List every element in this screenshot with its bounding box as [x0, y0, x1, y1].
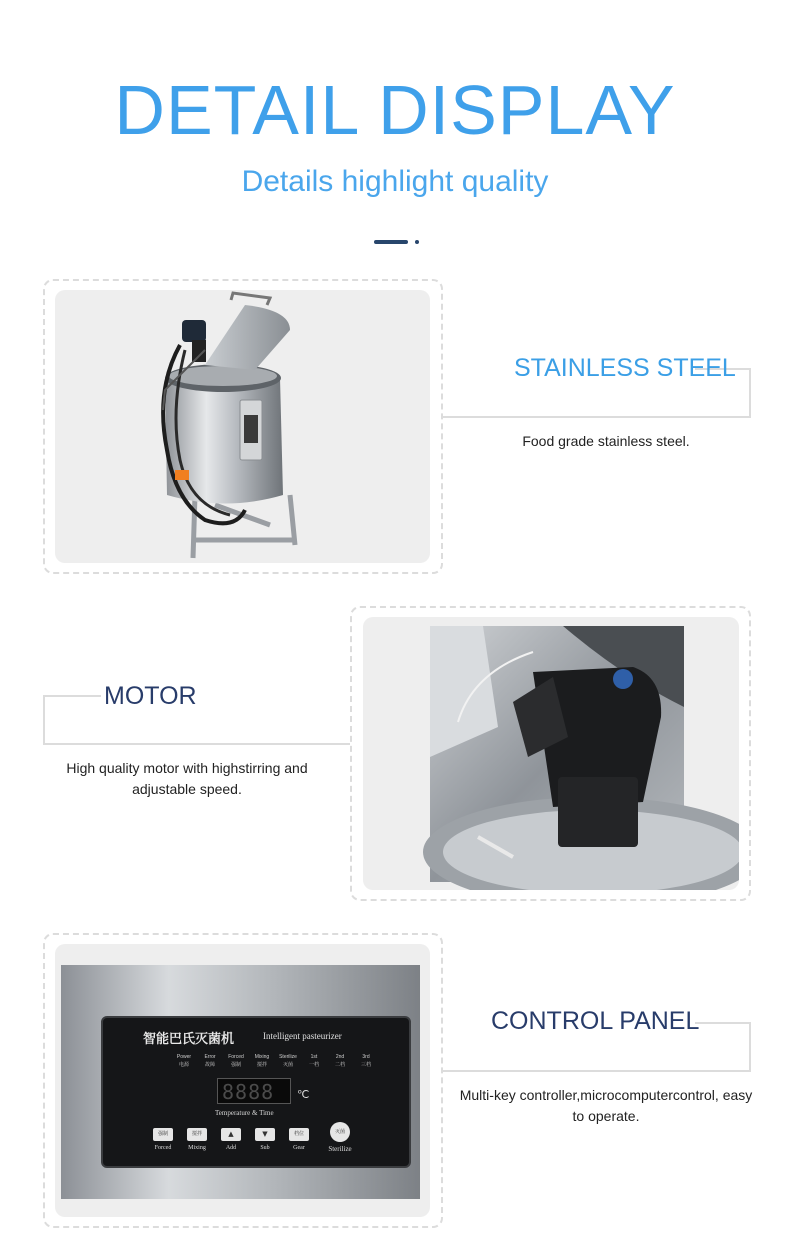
add-button[interactable] — [221, 1128, 241, 1153]
motor-description: High quality motor with highstirring and adjustable speed. — [66, 760, 308, 797]
sterilize-button[interactable] — [323, 1122, 357, 1153]
indicator-2nd: 2nd — [335, 1054, 345, 1060]
brand-cn: 智能巴氏灭菌机 — [143, 1032, 235, 1047]
add-button-glyph: ▲ — [221, 1128, 241, 1141]
motor-connector-line — [43, 743, 350, 745]
indicator-cn-2: 故障 — [204, 1062, 215, 1068]
motor-image-panel — [363, 617, 739, 890]
button-row — [153, 1128, 357, 1153]
control-panel-photo — [61, 965, 420, 1199]
motor-connector-top — [43, 695, 101, 697]
indicator-error: Error — [204, 1054, 216, 1060]
stainless-steel-connector-vertical — [749, 368, 751, 418]
indicator-mixing: Mixing — [254, 1054, 270, 1060]
indicator-cn-5: 灭菌 — [282, 1062, 293, 1068]
forced-button-glyph: 强制 — [153, 1128, 173, 1141]
stainless-steel-heading: STAINLESS STEEL — [514, 354, 736, 382]
sterilize-button-label: Sterilize — [328, 1145, 352, 1153]
control-panel-connector-top — [695, 1022, 751, 1024]
gear-button-label: Gear — [293, 1145, 305, 1151]
brand-en: Intelligent pasteurizer — [263, 1031, 342, 1041]
control-panel-heading: CONTROL PANEL — [491, 1007, 700, 1035]
panel-faceplate — [101, 1016, 411, 1168]
motor-heading: MOTOR — [104, 682, 197, 710]
page-subtitle: Details highlight quality — [241, 165, 549, 198]
indicator-cn-1: 电源 — [178, 1062, 189, 1068]
indicator-sterilize: Sterilize — [279, 1054, 297, 1060]
indicator-1st: 1st — [310, 1054, 318, 1060]
sub-button-glyph: ▼ — [255, 1128, 275, 1141]
page-title: DETAIL DISPLAY — [114, 71, 676, 149]
indicator-forced: Forced — [228, 1054, 244, 1060]
indicator-cn-4: 搅拌 — [256, 1062, 267, 1068]
forced-button[interactable] — [153, 1128, 173, 1153]
display-caption: Temperature & Time — [215, 1109, 274, 1117]
indicator-3rd: 3rd — [362, 1054, 370, 1060]
control-panel-image-panel — [55, 944, 430, 1217]
gear-button-glyph: 档位 — [289, 1128, 309, 1141]
control-panel-connector-vertical — [749, 1022, 751, 1072]
indicator-cn-6: 一档 — [308, 1062, 319, 1068]
indicator-row — [173, 1054, 377, 1060]
motor-connector-vertical — [43, 695, 45, 745]
stainless-steel-image-panel — [55, 290, 430, 563]
temperature-display — [217, 1078, 291, 1104]
indicator-row-cn — [173, 1061, 377, 1068]
mixing-button-glyph: 搅拌 — [187, 1128, 207, 1141]
indicator-power: Power — [176, 1054, 192, 1060]
indicator-cn-8: 三档 — [360, 1062, 371, 1068]
mixing-button[interactable] — [187, 1128, 207, 1153]
indicator-cn-3: 强制 — [230, 1062, 241, 1068]
gear-button[interactable] — [289, 1128, 309, 1153]
control-panel-connector-line — [443, 1070, 751, 1072]
indicator-cn-7: 二档 — [334, 1062, 345, 1068]
display-unit: ℃ — [297, 1089, 310, 1101]
stainless-steel-connector-line — [443, 416, 751, 418]
sub-button[interactable] — [255, 1128, 275, 1153]
pasteurizer-tank-photo — [55, 290, 430, 563]
add-button-label: Add — [225, 1145, 237, 1151]
title-divider-dot — [415, 240, 419, 244]
mixing-button-label: Mixing — [188, 1145, 206, 1151]
display-digits: 8888 — [222, 1080, 275, 1104]
title-divider-dash — [374, 240, 408, 244]
motor-photo — [363, 617, 739, 890]
control-panel-description: Multi-key controller,microcomputercontrol, easy to operate. — [459, 1087, 753, 1124]
forced-button-label: Forced — [154, 1145, 172, 1151]
sub-button-label: Sub — [260, 1145, 270, 1151]
sterilize-button-glyph: 灭菌 — [330, 1122, 350, 1142]
stainless-steel-description: Food grade stainless steel. — [522, 433, 690, 449]
